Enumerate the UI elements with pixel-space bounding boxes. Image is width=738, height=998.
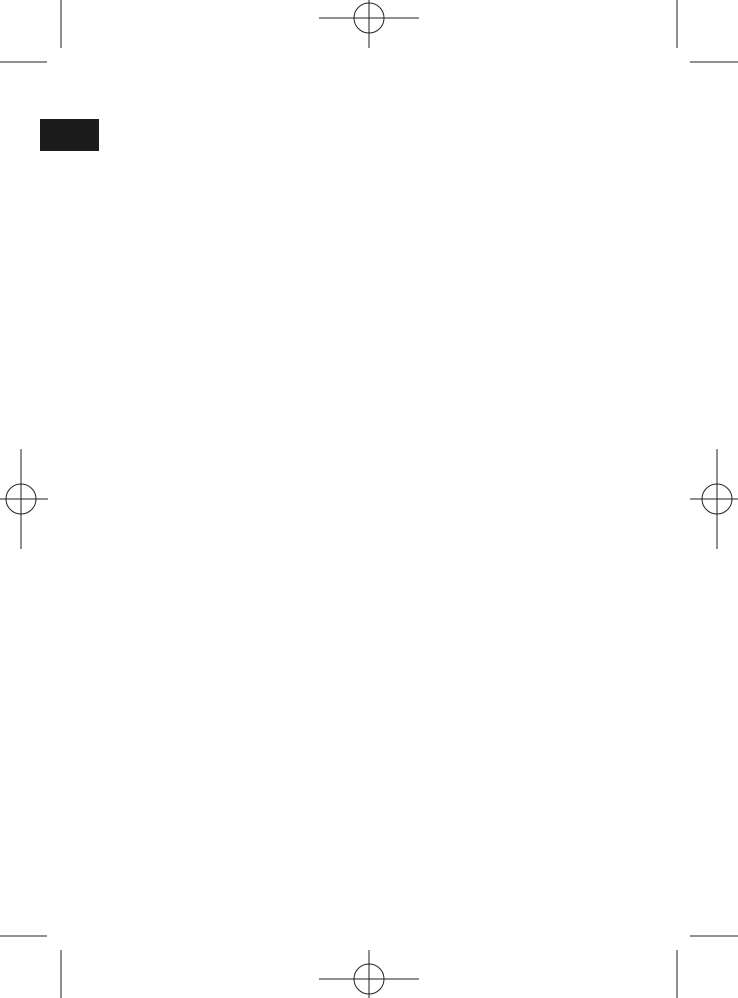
registration-mark-top: [319, 0, 419, 48]
registration-mark-right: [690, 449, 738, 549]
registration-mark-left: [0, 449, 48, 549]
language-tab: [40, 119, 99, 151]
registration-mark-bottom: [319, 950, 419, 998]
content: [107, 151, 635, 158]
